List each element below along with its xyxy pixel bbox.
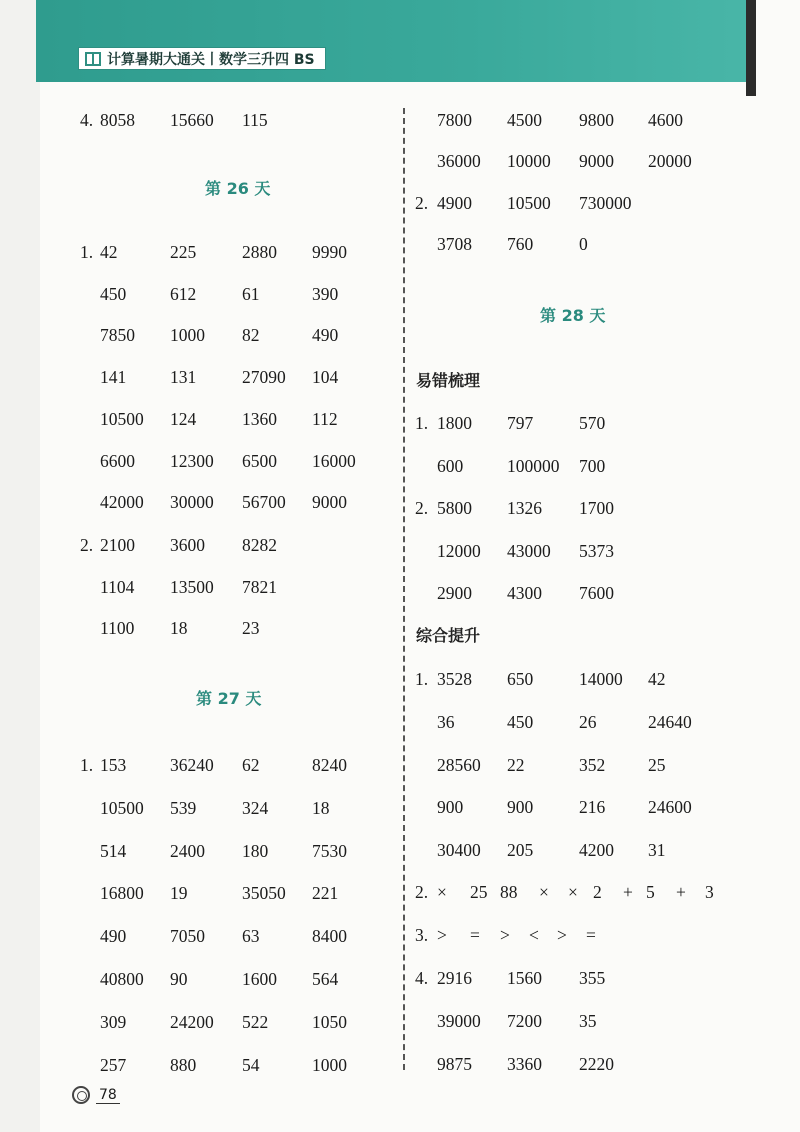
page-footer [72,1086,120,1104]
answer-value: 7850 [100,325,135,346]
answer-value: 19 [170,883,188,904]
answer-row [0,188,800,218]
answer-value: 14000 [579,669,623,689]
answer-value: = [470,925,480,945]
answer-value: 1700 [579,498,614,518]
answer-value: 1000 [312,1054,347,1075]
answer-value: 61 [242,283,260,304]
answer-value: 0 [579,234,588,254]
answer-value: 730000 [579,193,632,213]
day-heading: 第 28 天 [540,306,606,325]
answer-value: 24640 [648,711,692,732]
answer-value: 56700 [242,492,286,513]
answer-row [0,1006,800,1036]
question-number: 2. [415,498,429,518]
answer-value: 25 [648,754,666,775]
answer-value: 760 [507,234,534,254]
answer-value: 9000 [312,492,347,513]
answer-value: 24600 [648,797,692,818]
header-title: 计算暑期大通关丨数学三升四 BS [107,51,315,68]
answer-value: 9000 [579,151,614,171]
answer-value: × [568,882,578,902]
answer-value: 490 [312,325,339,346]
answer-value: 2400 [170,840,205,861]
answer-value: 1104 [100,576,135,597]
answer-value: 10500 [100,797,144,818]
answer-value: 6500 [242,450,277,471]
question-number: 4. [415,968,429,988]
answer-value: 10500 [100,408,144,429]
answer-value: 2220 [579,1054,614,1074]
answer-value: 63 [242,926,260,947]
answer-row [0,792,800,822]
answer-row [0,963,800,993]
answer-value: 7800 [437,110,472,130]
answer-value: 24200 [170,1011,214,1032]
answer-value: 1600 [242,969,277,989]
answer-value: 20000 [648,151,692,171]
answer-row [0,578,800,608]
answer-row [0,835,800,865]
answer-value: 22 [507,754,525,775]
answer-value: 18 [312,797,330,818]
answer-value: 30000 [170,492,214,513]
answer-value: 141 [100,367,127,388]
answer-value: 309 [100,1011,127,1032]
question-number: 3. [415,925,429,945]
answer-value: 40800 [100,969,144,989]
answer-value: 3708 [437,234,472,254]
question-number: 1. [415,413,429,433]
question-number: 2. [415,882,429,902]
answer-value: 8058 [100,110,135,130]
answer-value: 115 [242,110,268,130]
answer-value: 8400 [312,926,347,947]
answer-value: 104 [312,367,339,388]
day-heading: 第 26 天 [205,179,271,198]
answer-value: 124 [170,408,197,429]
answer-value: 4600 [648,110,683,130]
answer-value: 3528 [437,669,472,689]
answer-value: 88 [500,882,518,902]
page-number: 78 [96,1087,120,1104]
answer-row [0,493,800,523]
answer-value: 9800 [579,110,614,130]
answer-value: 42 [100,242,118,262]
answer-value: 4300 [507,583,542,603]
answer-value: 355 [579,968,606,988]
answer-value: 1000 [170,325,205,346]
answer-value: 2 [593,882,602,902]
answer-value: = [586,925,596,945]
answer-value: 4900 [437,193,472,213]
answer-value: 42000 [100,492,144,513]
answer-value: 7821 [242,576,277,597]
answer-value: < [529,925,539,945]
answer-value: 35050 [242,883,286,904]
answer-value: 514 [100,840,127,861]
answer-value: 36000 [437,151,481,171]
answer-value: 16800 [100,883,144,904]
answer-value: > [500,925,510,945]
answer-value: 28560 [437,754,481,775]
answer-value: 612 [170,283,197,304]
answer-value: 570 [579,413,606,433]
answer-value: 1326 [507,498,542,518]
answer-value: 4200 [579,840,614,861]
answer-row [0,408,800,438]
answer-value: 2900 [437,583,472,603]
answer-value: 7050 [170,926,205,947]
answer-value: × [539,882,549,902]
answer-value: 3600 [170,535,205,555]
answer-row [0,1049,800,1079]
answer-value: 3360 [507,1054,542,1074]
day-heading: 第 27 天 [196,689,262,708]
section-title: 综合提升 [416,626,481,645]
answer-value: 490 [100,926,127,947]
answer-value: 30400 [437,840,481,861]
answer-value: 522 [242,1011,269,1032]
answer-value: 324 [242,797,269,818]
answer-value: 225 [170,242,197,262]
answer-row [0,707,800,737]
answer-value: 1560 [507,968,542,988]
answer-value: 2880 [242,242,277,262]
answer-value: 7600 [579,583,614,603]
answer-value: 39000 [437,1011,481,1031]
answer-value: 900 [507,797,534,818]
answer-value: 100000 [507,456,560,476]
answer-value: 2100 [100,535,135,555]
answer-value: 90 [170,969,188,989]
answer-row [0,451,800,481]
answer-value: 54 [242,1054,260,1075]
header-tag [78,47,326,70]
answer-value: 1100 [100,618,135,639]
answer-row [0,362,800,392]
answer-value: 2916 [437,968,472,988]
answer-value: 7200 [507,1011,542,1031]
answer-value: 18 [170,618,188,639]
answer-row [0,536,800,566]
question-number: 1. [80,242,94,262]
answer-value: 31 [648,840,666,861]
answer-value: 6600 [100,450,135,471]
answer-value: 10000 [507,151,551,171]
answer-value: 900 [437,797,464,818]
answer-value: 10500 [507,193,551,213]
answer-value: 352 [579,754,606,775]
answer-value: > [437,925,447,945]
answer-value: 205 [507,840,534,861]
answer-value: 257 [100,1054,127,1075]
answer-value: 180 [242,840,269,861]
answer-value: 450 [100,283,127,304]
answer-value: 7530 [312,840,347,861]
answer-value: 539 [170,797,197,818]
book-spine [746,0,756,96]
answer-value: 700 [579,456,606,476]
answer-row [0,613,800,643]
answer-value: 23 [242,618,260,639]
answer-value: 1360 [242,408,277,429]
answer-value: 1050 [312,1011,347,1032]
answer-value: 12000 [437,540,481,561]
answer-value: × [437,882,447,902]
answer-value: 8282 [242,535,277,555]
answer-value: 43000 [507,540,551,561]
answer-value: 1800 [437,413,472,433]
answer-value: 216 [579,797,606,818]
book-icon [85,52,101,66]
answer-value: 13500 [170,576,214,597]
answer-value: 131 [170,367,197,388]
answer-row [0,229,800,259]
answer-value: 35 [579,1011,597,1031]
answer-value: 27090 [242,367,286,388]
answer-value: 600 [437,456,464,476]
answer-row [0,664,800,694]
answer-value: 36240 [170,755,214,775]
answer-value: 9990 [312,242,347,262]
answer-row [0,105,800,135]
answer-value: 9875 [437,1054,472,1074]
answer-value: 880 [170,1054,197,1075]
sun-icon [72,1086,90,1104]
answer-value: 36 [437,711,455,732]
answer-value: 25 [470,882,488,902]
answer-value: 5 [646,882,655,902]
answer-value: 5373 [579,540,614,561]
answer-value: 3 [705,882,714,902]
answer-value: 16000 [312,450,356,471]
answer-value: 26 [579,711,597,732]
answer-row [0,320,800,350]
question-number: 2. [80,535,94,555]
answer-value: 564 [312,969,339,989]
answer-value: + [676,882,686,902]
answer-row [0,877,800,907]
answer-value: 153 [100,755,127,775]
answer-row [0,279,800,309]
answer-value: 221 [312,883,339,904]
answer-value: 82 [242,325,260,346]
answer-row [0,920,800,950]
section-title: 易错梳理 [416,371,481,390]
answer-value: 450 [507,711,534,732]
answer-value: 4500 [507,110,542,130]
question-number: 4. [80,110,94,130]
question-number: 2. [415,193,429,213]
answer-value: + [623,882,633,902]
answer-value: 797 [507,413,534,433]
answer-value: 8240 [312,755,347,775]
answer-value: 15660 [170,110,214,130]
answer-row [0,146,800,176]
question-number: 1. [80,755,94,775]
answer-value: 62 [242,755,260,775]
answer-value: 650 [507,669,534,689]
answer-value: 112 [312,408,338,429]
answer-value: 42 [648,669,666,689]
answer-value: 12300 [170,450,214,471]
question-number: 1. [415,669,429,689]
answer-row [0,750,800,780]
answer-value: > [557,925,567,945]
answer-value: 390 [312,283,339,304]
answer-value: 5800 [437,498,472,518]
